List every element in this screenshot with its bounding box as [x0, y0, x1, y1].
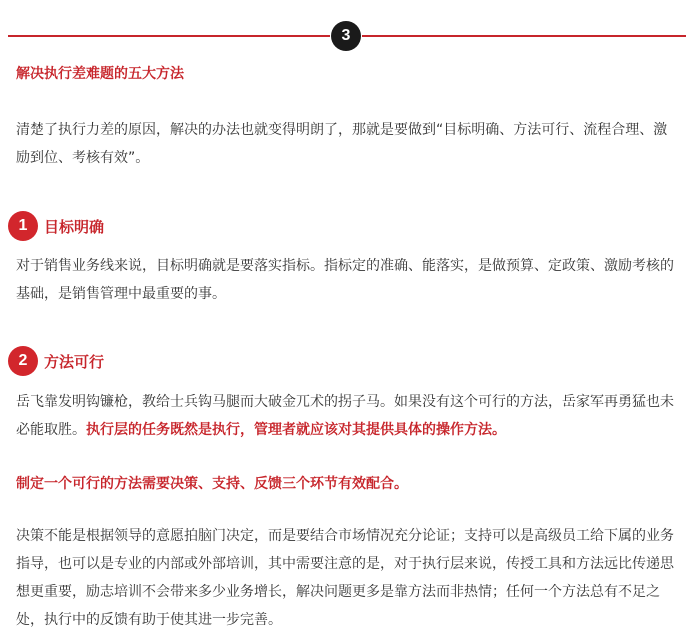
item-2-paragraph — [16, 388, 678, 444]
item-2-highlight: 执行层的任务既然是执行，管理者就应该对其提供具体的操作方法。 — [86, 422, 506, 438]
intro-paragraph: 清楚了执行力差的原因，解决的办法也就变得明朗了，那就是要做到“目标明确、方法可行、流程合理、激励到位、考核有效”。 — [16, 122, 668, 166]
item-2-title: 方法可行 — [44, 352, 105, 371]
section-heading: 解决执行差难题的五大方法 — [16, 66, 184, 82]
closing-paragraph: 决策不能是根据领导的意愿拍脑门决定，而是要结合市场情况充分论证；支持可以是高级员工给下属的业务指导，也可以是专业的内部或外部培训，其中需要注意的是，对于执行层来说，传授工具和方法远比传递思想更重要，励志培训不会带来多少业务增长，解决问题更多是靠方法而非热情；任何一个方法总有不足之处，执行中的反馈有助于使其进一步完善。 — [16, 528, 674, 628]
intro-block — [16, 116, 678, 172]
item-1-title: 目标明确 — [44, 217, 105, 236]
section-number-badge: 3 — [331, 21, 361, 51]
item-1-paragraph: 对于销售业务线来说，目标明确就是要落实指标。指标定的准确、能落实，是做预算、定政策、激励考核的基础，是销售管理中最重要的事。 — [16, 258, 674, 302]
item-2-number-badge: 2 — [8, 346, 38, 376]
section-heading-block — [16, 64, 678, 84]
closing-block — [16, 522, 678, 634]
item-2-body — [16, 388, 678, 444]
item-1-heading — [8, 211, 104, 241]
item-2-text: 岳飞靠发明钩镰枪，教给士兵钩马腿而大破金兀术的拐子马。如果没有这个可行的方法，岳家军再勇猛也未必能取胜。 — [16, 394, 674, 438]
section-divider-right — [362, 35, 686, 37]
subheading-block — [16, 474, 678, 494]
method-subheading: 制定一个可行的方法需要决策、支持、反馈三个环节有效配合。 — [16, 476, 408, 492]
item-1-number-badge: 1 — [8, 211, 38, 241]
item-2-heading — [8, 346, 104, 376]
section-divider-left — [8, 35, 330, 37]
item-1-body — [16, 252, 678, 308]
